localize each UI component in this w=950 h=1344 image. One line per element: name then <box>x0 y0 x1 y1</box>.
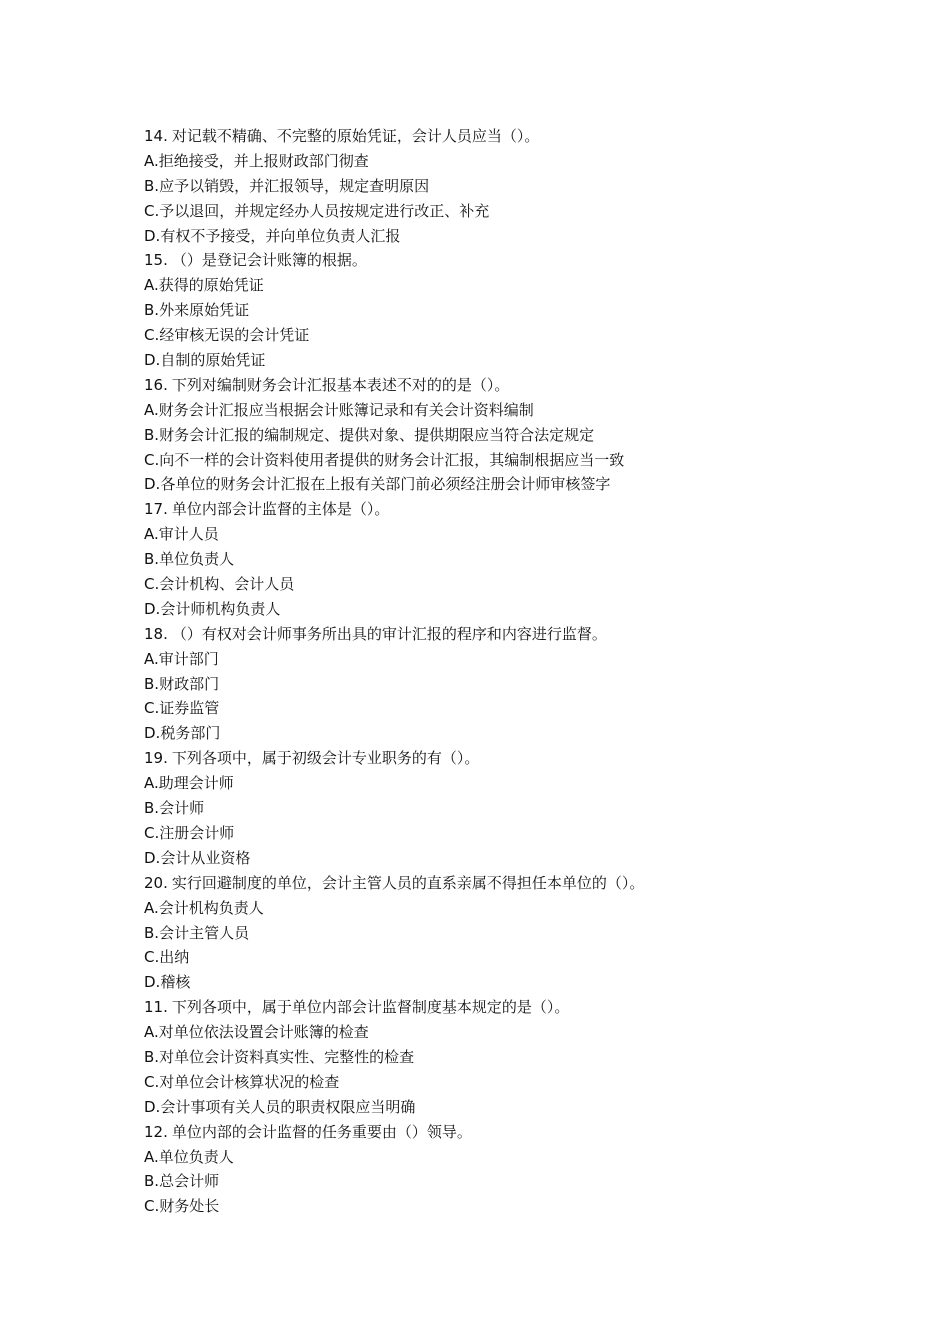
option-text: 审计部门 <box>158 649 219 668</box>
option-text: 总会计师 <box>159 1172 220 1191</box>
option-letter: A. <box>144 151 159 170</box>
option-letter: A. <box>144 1023 159 1042</box>
question-text: （）有权对会计师事务所出具的审计汇报的程序和内容进行监督。 <box>171 624 607 643</box>
option-letter: C. <box>144 450 160 469</box>
option-line <box>144 696 844 721</box>
question-text: 对记载不精确、不完整的原始凭证，会计人员应当（）。 <box>171 127 540 145</box>
option-letter: C. <box>144 326 160 345</box>
option-letter: B. <box>144 550 160 569</box>
option-text: 对单位会计核算状况的检查 <box>159 1072 340 1091</box>
option-text: 各单位的财务会计汇报在上报有关部门前必须经注册会计师审核签字 <box>160 475 611 494</box>
option-text: 财务会计汇报的编制规定、提供对象、提供期限应当符合法定规定 <box>159 425 595 444</box>
option-line <box>144 970 844 995</box>
option-letter: A. <box>144 525 159 544</box>
option-letter: C. <box>144 699 160 718</box>
option-letter: B. <box>144 176 160 195</box>
option-line <box>144 647 844 672</box>
option-text: 证券监管 <box>159 699 220 718</box>
option-text: 单位负责人 <box>159 550 235 569</box>
question-text: 下列对编制财务会计汇报基本表述不对的的是（）。 <box>171 375 510 394</box>
option-line <box>144 1169 844 1194</box>
option-line <box>144 896 844 921</box>
option-line <box>144 1070 844 1095</box>
document-page <box>144 124 844 1219</box>
question-text: （）是登记会计账簿的根据。 <box>171 251 367 270</box>
option-line <box>144 846 844 871</box>
option-letter: A. <box>144 649 159 668</box>
question-number: 15. <box>144 251 168 270</box>
option-line <box>144 522 844 547</box>
option-line <box>144 224 844 249</box>
option-line <box>144 472 844 497</box>
option-letter: B. <box>144 301 160 320</box>
option-text: 会计从业资格 <box>160 848 251 867</box>
option-line <box>144 273 844 298</box>
option-text: 经审核无误的会计凭证 <box>159 326 310 345</box>
option-letter: B. <box>144 1172 160 1191</box>
question-text: 单位内部会计监督的主体是（）。 <box>171 500 390 519</box>
option-text: 予以退回，并规定经办人员按规定进行改正、补充 <box>159 201 490 220</box>
question-number: 12. <box>144 1122 168 1141</box>
option-text: 税务部门 <box>160 724 221 743</box>
option-letter: A. <box>144 774 159 793</box>
option-line <box>144 1194 844 1219</box>
option-text: 会计机构、会计人员 <box>159 575 295 594</box>
option-letter: A. <box>144 400 159 419</box>
option-letter: D. <box>144 724 161 743</box>
option-text: 有权不予接受，并向单位负责人汇报 <box>160 226 401 245</box>
option-text: 稽核 <box>160 973 191 992</box>
option-line <box>144 771 844 796</box>
option-line <box>144 323 844 348</box>
option-letter: D. <box>144 973 161 992</box>
option-text: 财务会计汇报应当根据会计账簿记录和有关会计资料编制 <box>158 400 534 419</box>
option-letter: A. <box>144 1147 159 1166</box>
option-line <box>144 921 844 946</box>
option-text: 财务处长 <box>159 1197 220 1216</box>
option-line <box>144 597 844 622</box>
option-line <box>144 1145 844 1170</box>
option-text: 外来原始凭证 <box>159 301 250 320</box>
option-letter: B. <box>144 425 160 444</box>
option-line <box>144 174 844 199</box>
question-number: 11. <box>144 998 168 1017</box>
option-text: 对单位会计资料真实性、完整性的检查 <box>159 1047 415 1066</box>
question-number: 20. <box>144 873 168 892</box>
option-letter: D. <box>144 1097 161 1116</box>
option-text: 会计机构负责人 <box>158 898 264 917</box>
option-text: 拒绝接受，并上报财政部门彻查 <box>158 151 369 170</box>
option-letter: D. <box>144 475 161 494</box>
question-line <box>144 622 844 647</box>
option-letter: D. <box>144 848 161 867</box>
option-line <box>144 945 844 970</box>
option-letter: C. <box>144 1072 160 1091</box>
option-text: 对单位依法设置会计账簿的检查 <box>158 1023 369 1042</box>
option-line <box>144 448 844 473</box>
question-text: 实行回避制度的单位，会计主管人员的直系亲属不得担任本单位的（）。 <box>171 873 645 892</box>
option-letter: D. <box>144 351 161 370</box>
option-text: 向不一样的会计资料使用者提供的财务会计汇报，其编制根据应当一致 <box>159 450 625 469</box>
option-text: 会计师机构负责人 <box>160 599 281 618</box>
option-line <box>144 1045 844 1070</box>
option-line <box>144 298 844 323</box>
option-letter: B. <box>144 1047 160 1066</box>
option-letter: B. <box>144 674 160 693</box>
option-text: 会计主管人员 <box>159 923 250 942</box>
question-line <box>144 995 844 1020</box>
question-line <box>144 248 844 273</box>
option-text: 自制的原始凭证 <box>160 351 266 370</box>
option-text: 会计事项有关人员的职责权限应当明确 <box>160 1097 416 1116</box>
option-line <box>144 199 844 224</box>
option-line <box>144 423 844 448</box>
option-line <box>144 1095 844 1120</box>
option-line <box>144 1020 844 1045</box>
option-line <box>144 821 844 846</box>
question-number: 14. <box>144 127 168 145</box>
question-number: 19. <box>144 749 168 768</box>
question-line <box>144 497 844 522</box>
option-letter: C. <box>144 575 160 594</box>
question-text: 下列各项中，属于单位内部会计监督制度基本规定的是（）。 <box>171 998 570 1017</box>
option-letter: C. <box>144 201 160 220</box>
option-text: 财政部门 <box>159 674 220 693</box>
option-letter: C. <box>144 1197 160 1216</box>
question-line <box>144 373 844 398</box>
option-letter: C. <box>144 948 160 967</box>
option-line <box>144 796 844 821</box>
question-number: 17. <box>144 500 168 519</box>
option-line <box>144 547 844 572</box>
option-line <box>144 672 844 697</box>
question-line <box>144 124 844 149</box>
option-text: 助理会计师 <box>158 774 234 793</box>
question-line <box>144 746 844 771</box>
option-line <box>144 721 844 746</box>
option-line <box>144 149 844 174</box>
option-letter: A. <box>144 276 159 295</box>
option-text: 注册会计师 <box>159 823 235 842</box>
question-number: 18. <box>144 624 168 643</box>
question-text: 单位内部的会计监督的任务重要由（）领导。 <box>171 1122 472 1141</box>
option-text: 获得的原始凭证 <box>158 276 264 295</box>
question-line <box>144 871 844 896</box>
option-text: 审计人员 <box>158 525 219 544</box>
option-text: 出纳 <box>159 948 190 967</box>
option-line <box>144 348 844 373</box>
option-letter: B. <box>144 923 160 942</box>
option-line <box>144 398 844 423</box>
question-number: 16. <box>144 375 168 394</box>
option-letter: D. <box>144 599 161 618</box>
option-letter: A. <box>144 898 159 917</box>
option-text: 会计师 <box>159 799 205 818</box>
option-text: 单位负责人 <box>158 1147 234 1166</box>
option-letter: D. <box>144 226 161 245</box>
option-line <box>144 572 844 597</box>
question-line <box>144 1120 844 1145</box>
option-letter: C. <box>144 823 160 842</box>
option-letter: B. <box>144 799 160 818</box>
question-text: 下列各项中，属于初级会计专业职务的有（）。 <box>171 749 480 768</box>
option-text: 应予以销毁，并汇报领导，规定查明原因 <box>159 176 430 195</box>
